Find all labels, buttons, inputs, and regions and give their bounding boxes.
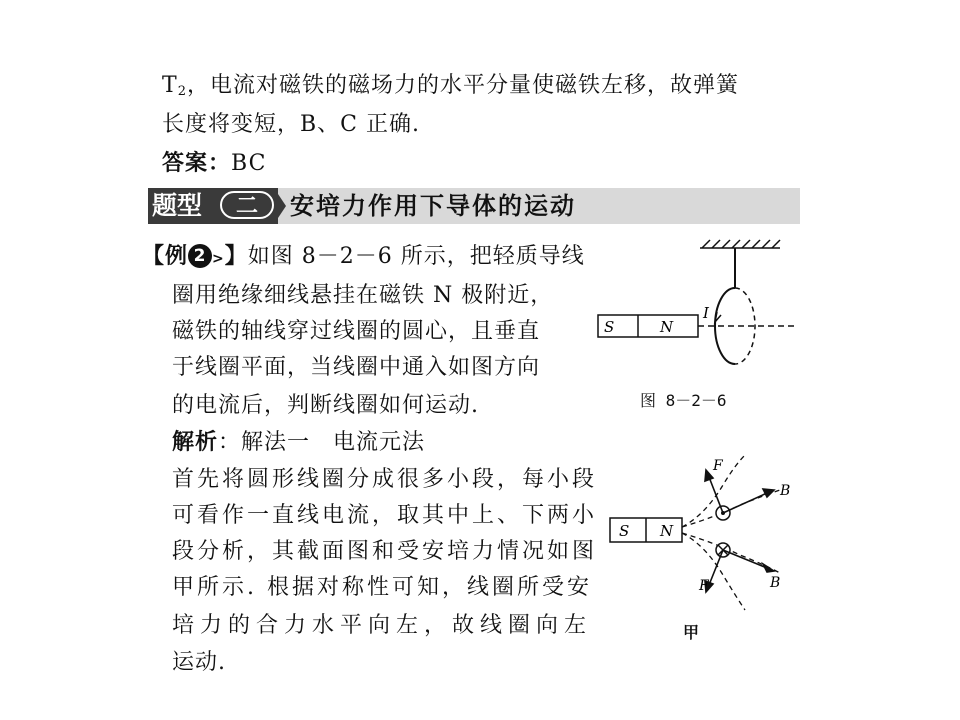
bar-magnet — [598, 315, 698, 337]
section-tag-wedge — [274, 188, 286, 224]
section-number: 二 — [220, 191, 274, 219]
answer-label: 答案： — [162, 151, 232, 176]
bar-magnet-2 — [610, 518, 682, 542]
force-bottom-label: F — [699, 578, 709, 594]
section-tag — [148, 188, 278, 224]
answer-value: BC — [231, 151, 267, 176]
figure-8-2-6 — [590, 232, 800, 372]
field-top-label: B — [780, 483, 791, 499]
analysis-line-5: 培力的合力水平向左，故线圈向左 — [172, 613, 593, 638]
intro-line-2: 长度将变短，B、C 正确. — [162, 112, 420, 137]
tension-symbol: T — [162, 73, 178, 98]
analysis-method: ：解法一 电流元法 — [218, 430, 426, 455]
example-text-line-3: 磁铁的轴线穿过线圈的圆心，且垂直 — [172, 319, 541, 344]
analysis-line-1: 首先将圆形线圈分成很多小段，每小段 — [172, 467, 598, 492]
field-bottom-label: B — [770, 575, 781, 591]
example-number: 2 — [193, 246, 207, 266]
section-tag-text: 题型 — [152, 191, 203, 220]
example-label-close: 】 — [224, 244, 248, 269]
figure-jia-caption: 甲 — [683, 623, 700, 642]
figure-8-2-6-caption: 图 8－2－6 — [640, 391, 727, 410]
example-badge-arrow: > — [212, 251, 225, 267]
magnet2-s-label: S — [619, 522, 630, 540]
analysis-line-3: 段分析，其截面图和受安培力情况如图 — [172, 539, 598, 564]
analysis-label: 解析 — [172, 430, 219, 455]
ceiling-hatch — [700, 240, 780, 248]
answer-line — [162, 149, 266, 179]
example-label-open: 【例 — [142, 244, 189, 269]
analysis-line-2: 可看作一直线电流，取其中上、下两小 — [172, 503, 598, 528]
intro-line-1-text: ，电流对磁铁的磁场力的水平分量使磁铁左移，故弹簧 — [186, 73, 739, 98]
example-text-line-1: 如图 8－2－6 所示，把轻质导线 — [247, 244, 585, 269]
example-text-line-2: 圈用绝缘细线悬挂在磁铁 N 极附近， — [172, 283, 554, 308]
intro-line-1 — [162, 71, 739, 107]
magnet-s-label: S — [604, 318, 615, 336]
analysis-line-4: 甲所示. 根据对称性可知，线圈所受安 — [172, 575, 592, 600]
example-number-badge — [188, 244, 212, 268]
tension-subscript: 2 — [177, 84, 187, 99]
example-text-line-4: 于线圈平面，当线圈中通入如图方向 — [172, 355, 541, 380]
current-label: I — [703, 304, 709, 322]
magnet-n-label: N — [660, 318, 674, 336]
field-lines — [682, 455, 780, 610]
force-top-label: F — [713, 458, 723, 474]
magnet2-n-label: N — [660, 522, 674, 540]
example-line-1 — [142, 242, 585, 274]
section-title: 安培力作用下导体的运动 — [290, 192, 576, 220]
analysis-heading — [172, 428, 425, 458]
force-vectors — [705, 470, 774, 592]
analysis-line-6: 运动. — [172, 650, 226, 675]
section-header — [148, 188, 800, 224]
figure-jia — [605, 455, 805, 615]
example-text-line-5: 的电流后，判断线圈如何运动. — [172, 393, 479, 418]
